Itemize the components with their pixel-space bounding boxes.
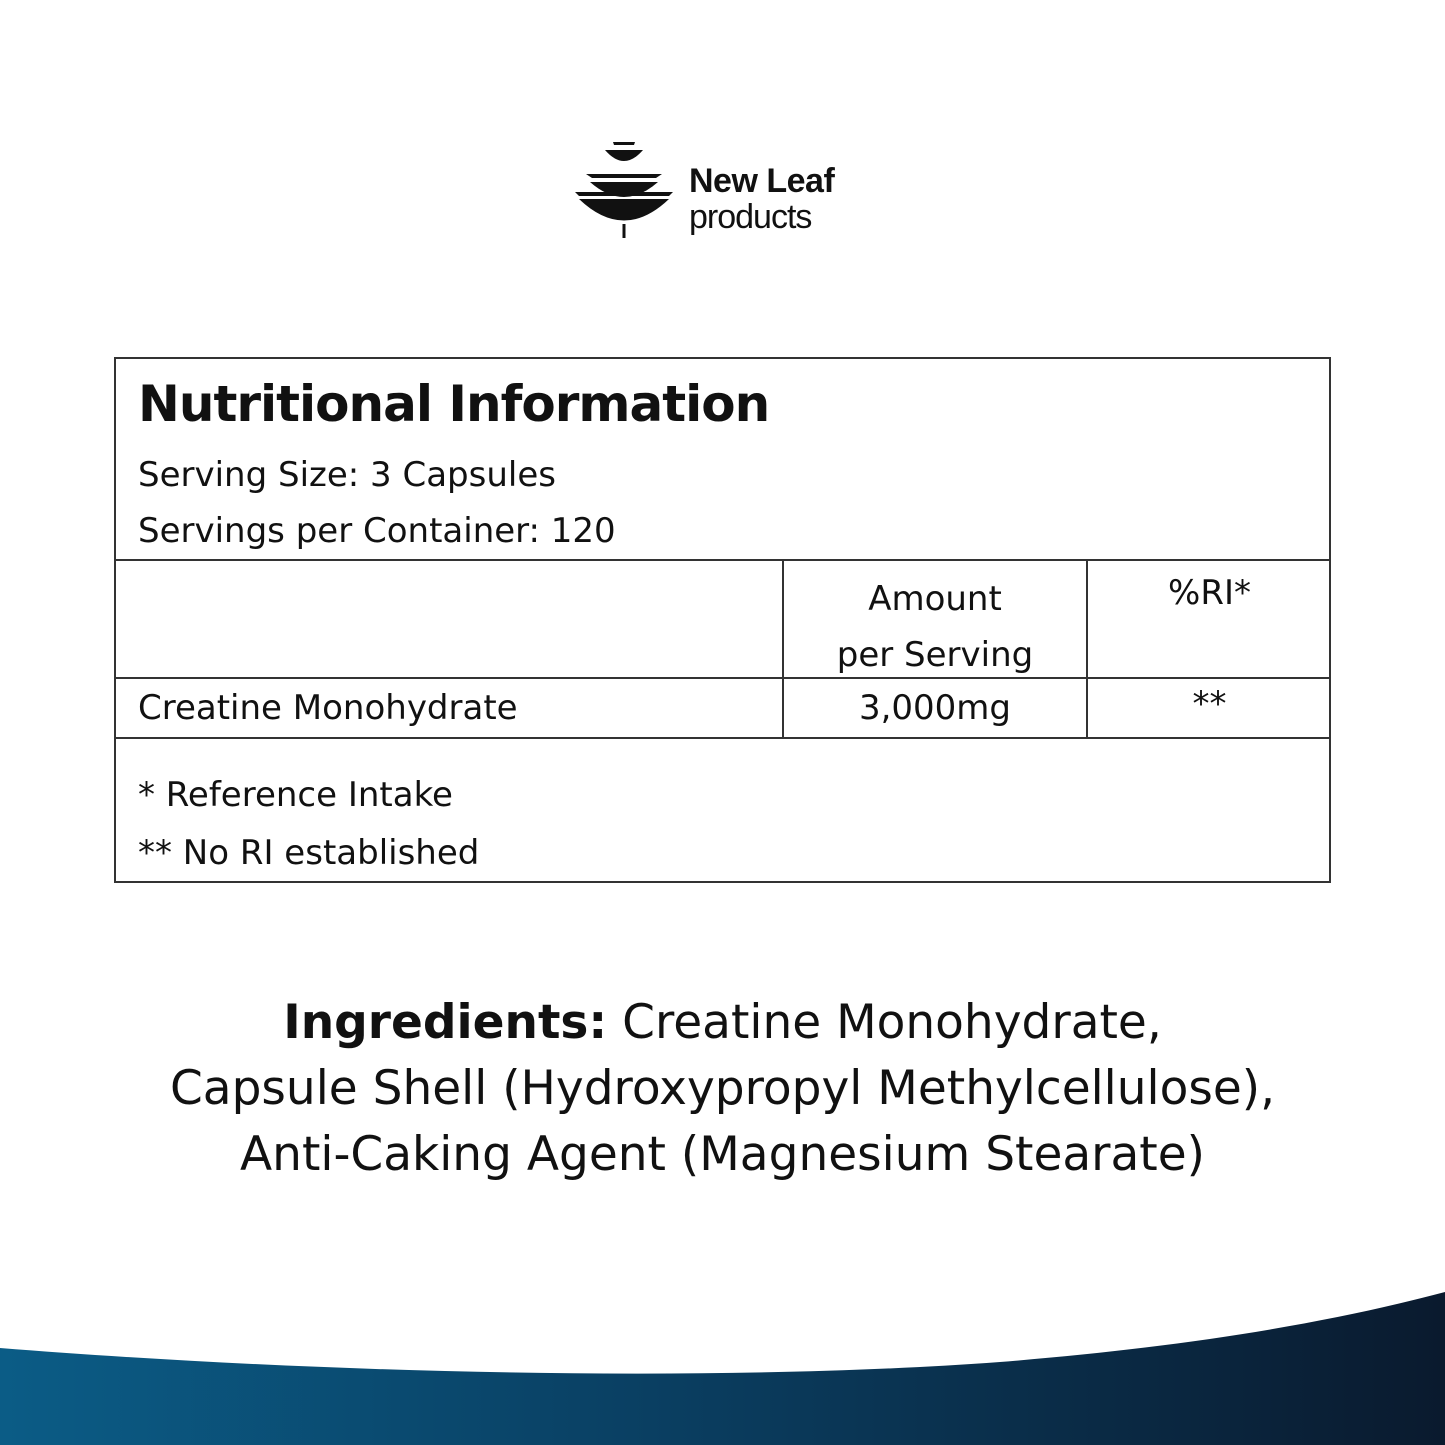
table-header-row: [116, 561, 1329, 679]
header-amount-line1: Amount: [868, 579, 1002, 619]
ingredients-text: [40, 990, 1405, 1188]
brand-name: New Leaf: [689, 162, 835, 200]
header-ri-cell: %RI*: [1168, 573, 1251, 613]
servings-per-container: Servings per Container: 120: [138, 511, 616, 551]
nutrition-title: Nutritional Information: [138, 375, 770, 433]
brand-logo: [572, 138, 872, 248]
brand-subtitle: products: [689, 198, 812, 236]
header-amount-cell: [784, 561, 1088, 677]
footnote-no-ri: ** No RI established: [138, 833, 480, 873]
ingredients-line-1: [40, 990, 1405, 1056]
leaf-tiers-icon: [572, 138, 676, 242]
nutrition-header: [116, 359, 1329, 561]
row-ri: **: [1192, 684, 1227, 724]
row-name: Creatine Monohydrate: [116, 679, 784, 737]
header-amount-line2: per Serving: [836, 635, 1034, 675]
bottom-wave-decoration: [0, 1280, 1445, 1445]
ingredients-label: Ingredients:: [283, 995, 608, 1050]
serving-size: Serving Size: 3 Capsules: [138, 455, 556, 495]
nutrition-table: [114, 357, 1331, 883]
table-footnotes: [116, 739, 1329, 881]
header-empty-cell: [116, 561, 784, 677]
footnote-reference-intake: * Reference Intake: [138, 775, 453, 815]
ingredients-line-2: Capsule Shell (Hydroxypropyl Methylcellulose),: [169, 1061, 1276, 1116]
ingredients-line-3: Anti-Caking Agent (Magnesium Stearate): [240, 1127, 1205, 1182]
table-row: [116, 679, 1329, 739]
row-amount: 3,000mg: [784, 679, 1088, 737]
ingredients-item-1: Creatine Monohydrate,: [607, 995, 1162, 1050]
